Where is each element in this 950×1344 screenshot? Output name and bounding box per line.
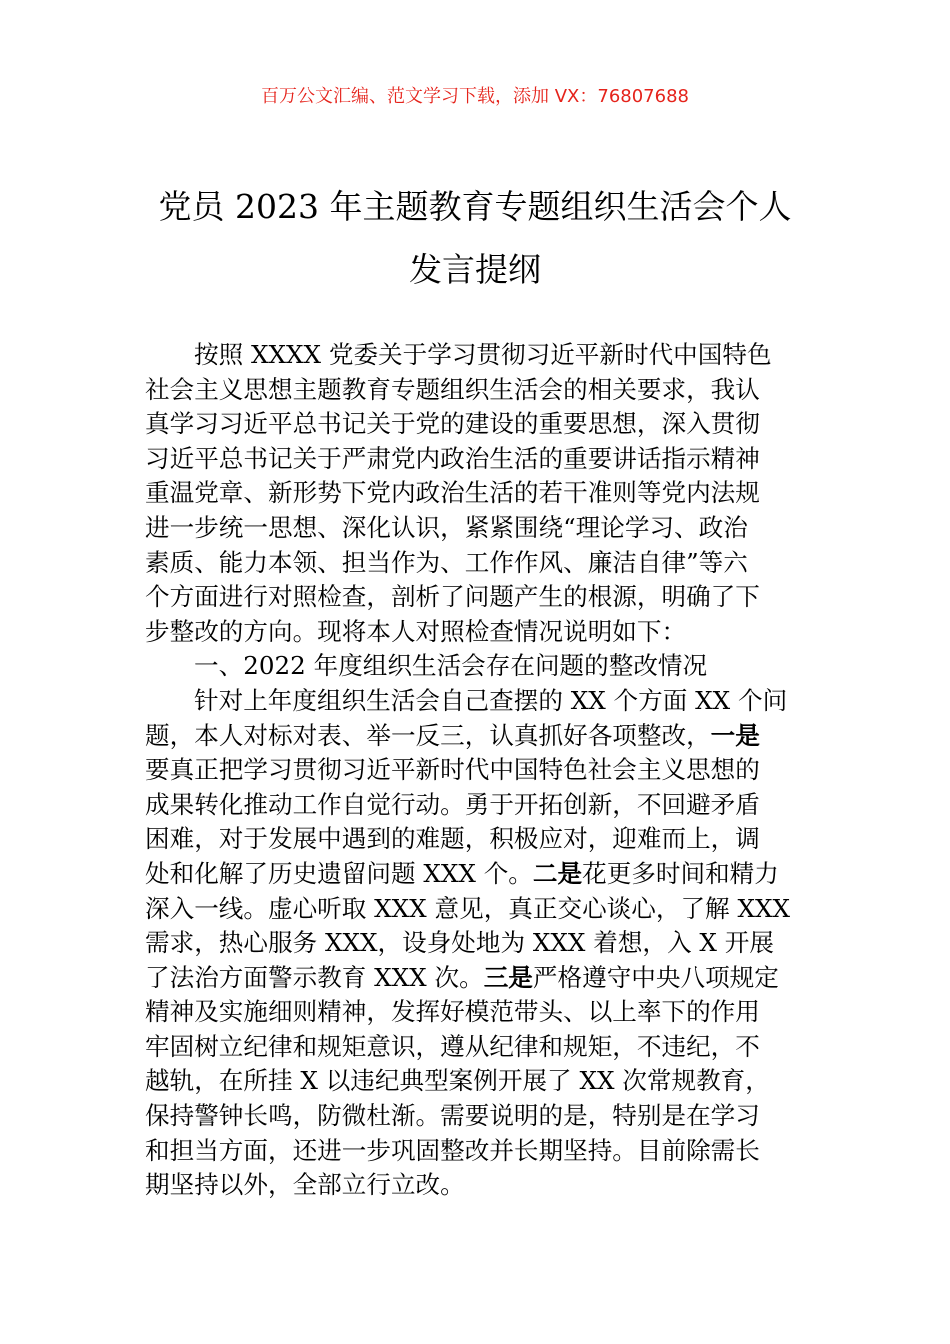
title-line-1: 党员 2023 年主题教育专题组织生活会个人 — [158, 187, 792, 226]
document-title — [140, 175, 810, 301]
intro-paragraph — [145, 338, 807, 649]
section1-line: 针对上年度组织生活会自己查摆的 XX 个方面 XX 个问 — [194, 685, 788, 715]
section1-line: 成果转化推动工作自觉行动。勇于开拓创新，不回避矛盾 — [145, 789, 760, 819]
document-body — [145, 338, 807, 1203]
section1-line: 期坚持以外，全部立行立改。 — [145, 1170, 465, 1200]
section1-text: 处和化解了历史遗留问题 XXX 个。 — [145, 858, 533, 888]
section1-line: 越轨，在所挂 X 以违纪典型案例开展了 XX 次常规教育， — [145, 1066, 770, 1096]
section1-line: 牢固树立纪律和规矩意识，遵从纪律和规矩，不违纪，不 — [145, 1031, 760, 1061]
intro-line: 个方面进行对照检查，剖析了问题产生的根源，明确了下 — [145, 582, 760, 612]
intro-line: 习近平总书记关于严肃党内政治生活的重要讲话指示精神 — [145, 443, 760, 473]
point-one-marker: 一是 — [710, 720, 760, 750]
section1-line: 和担当方面，还进一步巩固整改并长期坚持。目前除需长 — [145, 1135, 760, 1165]
section1-line — [145, 719, 807, 754]
section1-line: 精神及实施细则精神，发挥好模范带头、以上率下的作用 — [145, 997, 760, 1027]
intro-line: 素质、能力本领、担当作为、工作作风、廉洁自律”等六 — [145, 547, 748, 577]
section1-line — [145, 857, 807, 892]
section1-line — [145, 961, 807, 996]
section1-text: 题，本人对标对表、举一反三，认真抓好各项整改， — [145, 720, 711, 750]
section1-text: 了法治方面警示教育 XXX 次。 — [145, 962, 484, 992]
section1-line: 需求，热心服务 XXX，设身处地为 XXX 着想，入 X 开展 — [145, 928, 774, 958]
title-line-2: 发言提纲 — [409, 250, 541, 289]
intro-line: 重温党章、新形势下党内政治生活的若干准则等党内法规 — [145, 478, 760, 508]
section1-paragraph — [145, 684, 807, 1203]
intro-line: 真学习习近平总书记关于党的建设的重要思想，深入贯彻 — [145, 409, 760, 439]
section1-text: 严格遵守中央八项规定 — [532, 962, 779, 992]
header-note: 百万公文汇编、范文学习下载，添加 VX：76807688 — [261, 86, 689, 107]
intro-line: 进一步统一思想、深化认识，紧紧围绕“理论学习、政治 — [145, 512, 748, 542]
section1-line: 困难，对于发展中遇到的难题，积极应对，迎难而上，调 — [145, 824, 760, 854]
section1-line: 保持警钟长鸣，防微杜渐。需要说明的是，特别是在学习 — [145, 1101, 760, 1131]
section1-line: 要真正把学习贯彻习近平新时代中国特色社会主义思想的 — [145, 755, 760, 785]
section1-line: 深入一线。虚心听取 XXX 意见，真正交心谈心，了解 XXX — [145, 893, 790, 923]
point-two-marker: 二是 — [532, 858, 583, 888]
point-three-marker: 三是 — [483, 962, 533, 992]
intro-line: 步整改的方向。现将本人对照检查情况说明如下： — [145, 616, 687, 646]
section-heading: 一、2022 年度组织生活会存在问题的整改情况 — [194, 651, 708, 681]
intro-line: 社会主义思想主题教育专题组织生活会的相关要求，我认 — [145, 374, 760, 404]
intro-line: 按照 XXXX 党委关于学习贯彻习近平新时代中国特色 — [194, 340, 772, 369]
section1-text: 花更多时间和精力 — [582, 858, 779, 888]
